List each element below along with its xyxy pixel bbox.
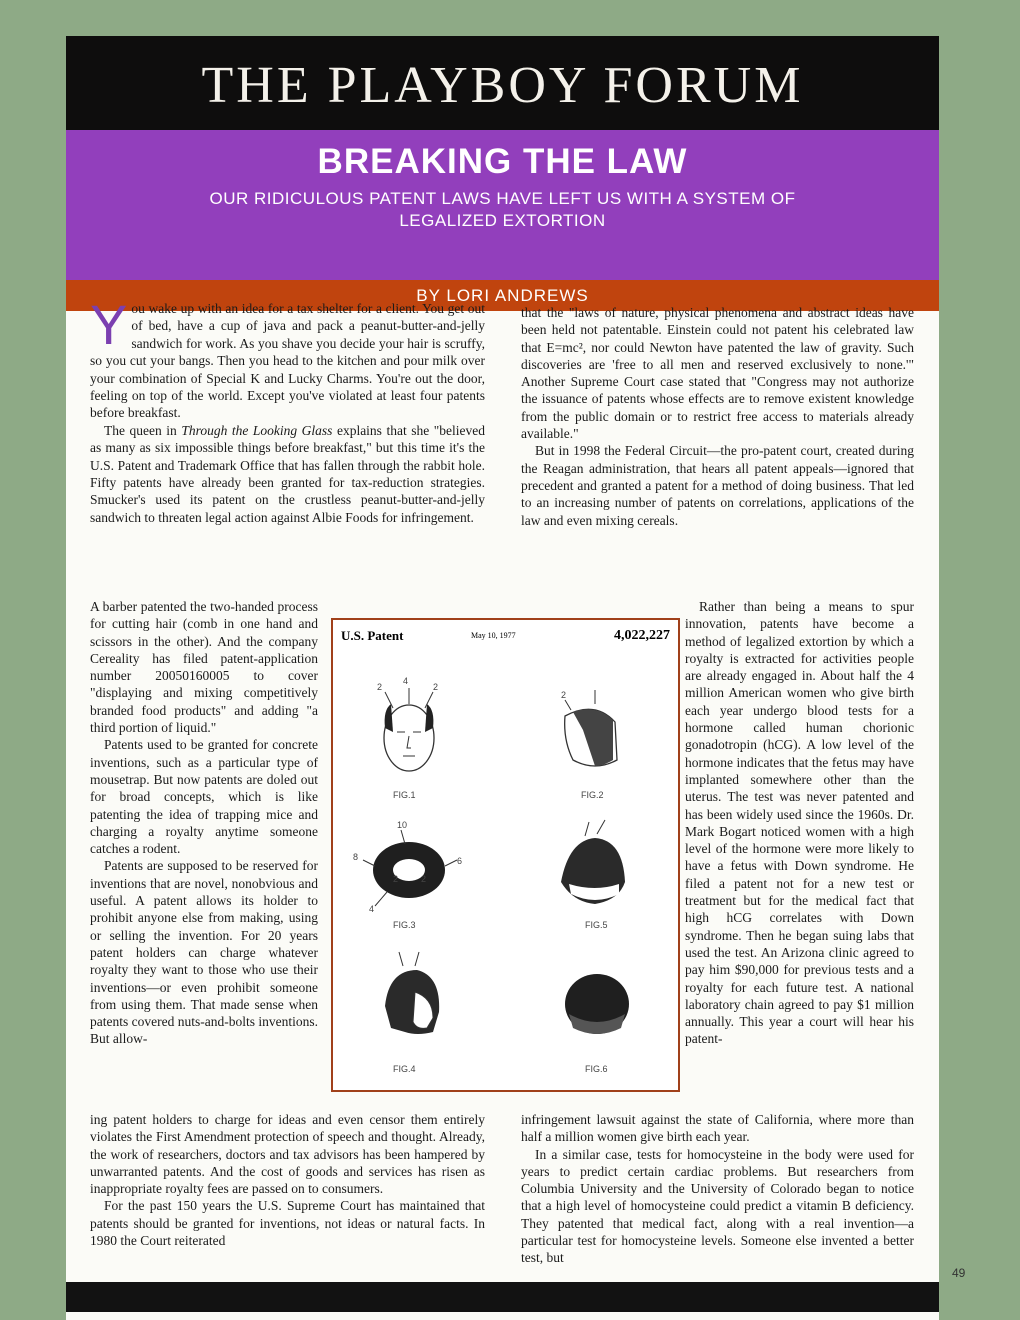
paragraph: For the past 150 years the U.S. Supreme Court has maintained that patents should be granted for inventions, not ideas or natural facts. In 1980 the Court reiterated [90, 1198, 485, 1249]
paragraph: Y ou wake up with an idea for a tax shelter for a client. You get out of bed, have a cup of java and pack a peanut-butter-and-jelly sandwich for work. As you shave you decide your hair is scruffy, so you cut your bangs. Then you head to the kitchen and pour milk over your combination of Special K and Lucky Charms. You're out the door, feeling on top of the world. Except you've violated at least four patents before breakfast. [90, 293, 485, 421]
drop-cap: Y [90, 293, 128, 356]
fig-label: FIG.2 [581, 790, 604, 800]
fig-label: FIG.6 [585, 1064, 608, 1074]
paragraph: Rather than being a means to spur innovation, patents have become a method of legalized extortion by which a royalty is extracted for activities people are already engaged in. About half the 4 million American women who give birth each year undergo blood tests for a hormone called human chorionic gonadotropin (hCG). A low level of the hormone indicates that the fetus may have implanted somewhere other than the uterus. The test was never patented and has been widely used since the 1960s. Dr. Mark Bogart noticed women with a high level of the hormone were more likely to have a fetus with Down syndrome. He filed a patent not for a new test or treatment but for the medical fact that high hCG correlates with Down syndrome. Then he began suing labs that used the test. An Arizona clinic agreed to pay him $90,000 for previous tests and a royalty for each future test. A national laboratory chain agreed to pay $1 million annually. This year a court will hear his patent- [685, 599, 914, 1047]
headline-banner [66, 130, 939, 305]
fig-callout: 10 [397, 820, 408, 830]
paragraph: The queen in Through the Looking Glass explains that she "believed as many as six impossible things before breakfast," but this time it's the U.S. Patent and Trademark Office that has fallen through the rabbit hole. Fifty patents have already been granted for tax-reduction strategies. Smucker's used its patent on the crustless peanut-butter-and-jelly sandwich to threaten legal action against Albie Foods for infringement. [90, 422, 486, 525]
paragraph: ing patent holders to charge for ideas and even censor them entirely violates the First Amendment protection of speech and thought. Already, the work of researchers, doctors and tax advisors has been hampered by unwarranted patents. And the cost of goods and services has risen as inappropriate royalty fees are passed on to consumers. [90, 1112, 485, 1197]
fig3-head-icon [363, 830, 457, 906]
column-right-bottom [521, 1111, 914, 1267]
fig2-head-icon [565, 690, 617, 766]
column-right-top [521, 304, 914, 529]
fig-label: FIG.4 [393, 1064, 416, 1074]
fig-callout: 6 [457, 856, 463, 866]
fig5-head-icon [561, 820, 625, 904]
patent-figure [331, 618, 680, 1092]
fig-label: FIG.5 [585, 920, 608, 930]
paragraph: In a similar case, tests for homocysteine in the body were used for years to predict certain cardiac problems. But researchers from Columbia University and the University of Colorado began to notice that a high level of homocysteine could predict a vitamin B deficiency. They patented that medical fact, along with a real invention—a particular test for homocysteine levels. Someone else invented a better test, but [521, 1146, 914, 1266]
byline: BY LORI ANDREWS [66, 280, 939, 311]
fig-callout: 2 [433, 682, 439, 692]
fig-callout: 2 [421, 874, 427, 884]
fig-callout: 4 [369, 904, 375, 914]
fig1-head-icon [384, 688, 434, 771]
patent-number: 4,022,227 [614, 628, 670, 643]
column-left-bottom [90, 1111, 485, 1249]
column-right-narrow [685, 598, 914, 1048]
paragraph: infringement lawsuit against the state of California, where more than half a million women give birth each year. [521, 1112, 914, 1145]
fig4-head-icon [385, 952, 439, 1034]
headline: BREAKING THE LAW [317, 142, 688, 181]
paragraph: A barber patented the two-handed process for cutting hair (comb in one hand and scissors in the other). And the company Cereality has filed patent-application number 20050160005 to cover "displaying and mixing competitively branded food products" and adding "a third portion of liquid." [90, 599, 318, 736]
fig-callout: 8 [353, 852, 359, 862]
fig-callout: 2 [393, 874, 399, 884]
magazine-page [66, 36, 939, 1320]
column-left-top [90, 293, 486, 526]
paragraph: that the "laws of nature, physical phenomena and abstract ideas have been held not patentable. Einstein could not patent his celebrated law that E=mc², nor could Newton have patented the law of gravity. Such discoveries are 'free to all men and reserved exclusively to none.'" Another Supreme Court case stated that "Congress may not authorize the issuance of patents whose effects are to remove existent knowledge from the public domain or to restrict free access to materials already available." [521, 305, 914, 442]
deck: OUR RIDICULOUS PATENT LAWS HAVE LEFT US WITH A SYSTEM OF LEGALIZED EXTORTION [209, 189, 796, 230]
fig-callout: 2 [377, 682, 383, 692]
patent-label: U.S. Patent [341, 628, 404, 643]
fig-label: FIG.3 [393, 920, 416, 930]
fig-label: FIG.1 [393, 790, 416, 800]
paragraph: Patents used to be granted for concrete inventions, such as a particular type of mousetrap. But now patents are doled out for broad concepts, which is like patenting the idea of trapping mice and charging a royalty anytime someone catches a rodent. [90, 737, 318, 857]
fig-callout: 4 [403, 676, 409, 686]
paragraph: But in 1998 the Federal Circuit—the pro-patent court, created during the Reagan administration, that hears all patent appeals—ignored that precedent and granted a patent for a method of doing business. That led to an increasing number of patents on correlations, applications of the law and even mixing cereals. [521, 443, 914, 528]
page-number: 49 [952, 1266, 966, 1280]
fig-callout: 2 [561, 690, 567, 700]
column-left-narrow [90, 598, 318, 1048]
masthead: THE PLAYBOY FORUM [66, 36, 939, 130]
patent-drawings [333, 620, 678, 1090]
footer-bar [66, 1282, 939, 1312]
fig6-head-icon [565, 974, 629, 1034]
paragraph: Patents are supposed to be reserved for inventions that are novel, nonobvious and useful. A patent allows its holder to prohibit anyone else from making, using or selling the invention. For 20 years patent holders can charge whatever royalty they want to those who use their inventions—or even prohibit someone from using them. That made sense when patents covered nuts-and-bolts inventions. But allow- [90, 858, 318, 1047]
patent-date: May 10, 1977 [471, 631, 516, 640]
